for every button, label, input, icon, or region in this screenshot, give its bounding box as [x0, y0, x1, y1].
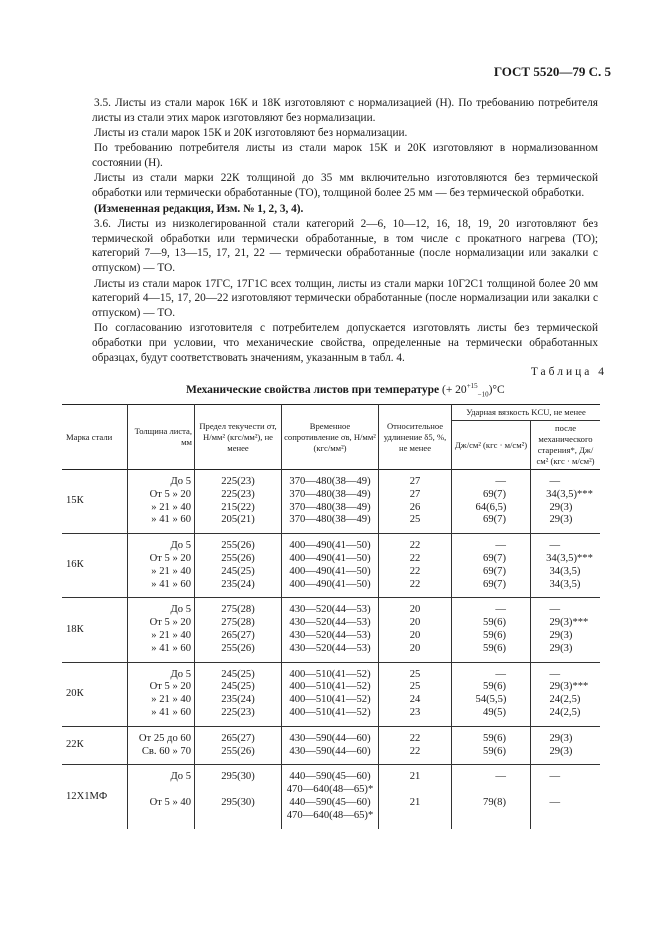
cell-value: От 5 » 20 — [149, 617, 191, 629]
cell-value: Св. 60 » 70 — [141, 745, 191, 757]
cell-line — [455, 604, 527, 617]
cell-line — [455, 579, 527, 592]
cell-line — [534, 746, 597, 759]
table-row — [62, 765, 600, 829]
cell-value: — — [549, 668, 561, 680]
cell-kcu-aged — [531, 726, 601, 765]
cell-value: 24(2,5) — [549, 706, 581, 718]
cell-value: 255(26) — [221, 552, 255, 564]
cell-value: 22 — [409, 565, 421, 577]
cell-value: 22 — [409, 540, 421, 552]
cell-kcu-aged — [531, 765, 601, 829]
cell-thickness — [128, 662, 195, 726]
cell-value: 255(26) — [221, 642, 255, 654]
cell-value: От 5 » 20 — [149, 552, 191, 564]
cell-grade: 12Х1МФ — [62, 765, 128, 829]
paragraph: По согласованию изготовителя с потребителем допускается изготовлять листы без термической обработки при условии, что механические свойства, определенные на термически обработанных образцах, будут соответствовать значениям, указанным в табл. 4. — [92, 322, 598, 365]
cell-value: 34(3,5) — [549, 565, 581, 577]
cell-value: 205(21) — [221, 514, 255, 526]
cell-value: 225(23) — [221, 476, 255, 487]
cell-elongation — [379, 726, 452, 765]
cell-line — [455, 553, 527, 566]
cell-line — [455, 476, 527, 489]
cell-line — [455, 502, 527, 515]
cell-line — [455, 489, 527, 502]
cell-value: 225(23) — [221, 488, 255, 500]
table-row — [62, 662, 600, 726]
cell-value: 430—520(44—53) — [289, 617, 371, 629]
cell-value: » 21 » 40 — [151, 694, 191, 706]
cell-elongation — [379, 470, 452, 534]
cell-value: 265(27) — [221, 629, 255, 641]
cell-value: — — [549, 604, 561, 616]
cell-value: 79(8) — [483, 796, 506, 808]
cell-value: 29(3)*** — [549, 617, 589, 629]
cell-value: » 21 » 40 — [151, 501, 191, 513]
cell-kcu — [452, 534, 531, 598]
cell-value: 49(5) — [483, 706, 506, 718]
cell-line — [534, 733, 597, 746]
cell-value: 59(6) — [483, 745, 506, 757]
cell-tensile — [282, 470, 379, 534]
cell-yield — [195, 470, 282, 534]
cell-elongation — [379, 598, 452, 662]
cell-value: 275(28) — [221, 617, 255, 629]
cell-value: 29(3) — [549, 745, 573, 757]
cell-value: 440—590(45—60) — [289, 771, 371, 783]
cell-value: » 41 » 60 — [151, 706, 191, 718]
cell-line — [534, 681, 597, 694]
cell-kcu — [452, 662, 531, 726]
cell-kcu-aged — [531, 598, 601, 662]
cell-value: 255(26) — [221, 745, 255, 757]
cell-thickness — [128, 765, 195, 829]
cell-line — [534, 707, 597, 720]
cell-value: — — [495, 668, 506, 680]
cell-value: 34(3,5)*** — [546, 488, 593, 500]
cell-value: 400—510(41—52) — [289, 681, 371, 693]
cell-value: 440—590(45—60) — [289, 796, 371, 808]
cell-value: 245(25) — [221, 681, 255, 693]
cell-value: 29(3) — [549, 501, 573, 513]
cell-value: — — [495, 540, 506, 552]
paragraph: 3.6. Листы из низколегированной стали категорий 2—6, 10—12, 16, 18, 19, 20 изготовляют без термической обработки или термически обработанные, в том числе с прокатного нагрева (ТО); категорий 7—9, 13—15, 17, 21, 22 — термически обработанные (после нормализации или закалки с отпуском) — ТО. — [92, 217, 598, 275]
cell-kcu — [452, 598, 531, 662]
cell-line — [455, 810, 527, 823]
cell-value: 235(24) — [221, 578, 255, 590]
cell-value: 400—490(41—50) — [289, 552, 371, 564]
cell-value: 20 — [409, 604, 421, 616]
cell-yield — [195, 534, 282, 598]
cell-grade: 15К — [62, 470, 128, 534]
cell-grade: 18К — [62, 598, 128, 662]
cell-value: 34(3,5)*** — [546, 552, 593, 564]
cell-line — [534, 810, 597, 823]
cell-line — [534, 694, 597, 707]
cell-grade: 22К — [62, 726, 128, 765]
cell-value: 470—640(48—65)* — [286, 784, 374, 796]
cell-yield — [195, 765, 282, 829]
cell-value: 25 — [409, 668, 421, 680]
cell-value: 400—510(41—52) — [289, 694, 371, 706]
cell-value — [198, 810, 278, 823]
cell-value: 20 — [409, 617, 421, 629]
cell-value: 265(27) — [221, 732, 255, 744]
cell-value: 69(7) — [483, 514, 506, 526]
cell-value: От 5 » 20 — [149, 681, 191, 693]
cell-line — [534, 489, 597, 502]
cell-line — [534, 566, 597, 579]
amendment-note: (Измененная редакция, Изм. № 1, 2, 3, 4). — [94, 202, 304, 215]
cell-tensile — [282, 726, 379, 765]
cell-value: От 5 » 40 — [149, 796, 191, 808]
table-row — [62, 726, 600, 765]
cell-value: 24(2,5) — [549, 694, 581, 706]
cell-value: 20 — [409, 629, 421, 641]
cell-value: — — [549, 476, 561, 487]
cell-value: — — [495, 604, 506, 616]
cell-value: 22 — [409, 578, 421, 590]
cell-value: — — [549, 771, 561, 783]
page-header: ГОСТ 5520—79 С. 5 — [493, 64, 611, 79]
body-text — [92, 96, 598, 366]
cell-thickness — [128, 598, 195, 662]
cell-value: 430—520(44—53) — [289, 629, 371, 641]
paragraph: Листы из стали марок 15К и 20К изготовляют без нормализации. — [94, 127, 408, 140]
cell-value: 370—480(38—49) — [289, 501, 371, 513]
cell-line — [455, 746, 527, 759]
cell-line — [455, 784, 527, 797]
table-body — [62, 470, 600, 829]
cell-value: 430—520(44—53) — [289, 642, 371, 654]
cell-line — [534, 669, 597, 682]
cell-grade: 20К — [62, 662, 128, 726]
cell-value: 69(7) — [483, 565, 506, 577]
cell-value: 59(6) — [483, 732, 506, 744]
cell-thickness — [128, 470, 195, 534]
cell-value: До 5 — [170, 668, 191, 680]
cell-line — [455, 566, 527, 579]
cell-thickness — [128, 726, 195, 765]
cell-line — [455, 797, 527, 810]
cell-value: 25 — [409, 681, 421, 693]
col-header-yield: Предел текучести σт, Н/мм² (кгс/мм²), не менее — [195, 405, 282, 470]
cell-value: 225(23) — [221, 706, 255, 718]
cell-line — [534, 553, 597, 566]
cell-line — [455, 733, 527, 746]
cell-value: 29(3) — [549, 514, 573, 526]
cell-value: 22 — [409, 745, 421, 757]
cell-line — [455, 617, 527, 630]
cell-line — [534, 630, 597, 643]
cell-line — [455, 540, 527, 553]
cell-value: 295(30) — [221, 796, 255, 808]
cell-value: 20 — [409, 642, 421, 654]
table-row — [62, 598, 600, 662]
cell-value: 430—590(44—60) — [289, 732, 371, 744]
paragraph: По требованию потребителя листы из стали марок 15К и 20К изготовляют в нормализованном состоянии (Н). — [92, 142, 598, 170]
cell-value: 370—480(38—49) — [289, 476, 371, 487]
cell-elongation — [379, 534, 452, 598]
cell-tensile — [282, 662, 379, 726]
cell-value: 255(26) — [221, 540, 255, 552]
cell-value: 27 — [409, 488, 421, 500]
cell-value: 400—490(41—50) — [289, 578, 371, 590]
cell-value: 59(6) — [483, 629, 506, 641]
cell-value: 21 — [409, 796, 421, 808]
cell-value: — — [549, 796, 561, 808]
col-header-elongation: Относительное удлинение δ5, %, не менее — [379, 405, 452, 470]
cell-value: 275(28) — [221, 604, 255, 616]
cell-line — [455, 771, 527, 784]
cell-value — [382, 784, 448, 797]
cell-kcu — [452, 726, 531, 765]
mechanical-properties-table — [62, 404, 600, 829]
cell-value: 22 — [409, 552, 421, 564]
cell-value — [131, 784, 191, 797]
cell-elongation — [379, 662, 452, 726]
paragraph: Листы из стали марок 17ГС, 17Г1С всех толщин, листы из стали марки 10Г2С1 толщиной более 20 мм категорий 4—15, 17, 20—22 изготовляют термически обработанные (после нормализации или закалки с отпуском) — ТО. — [92, 277, 598, 320]
cell-line — [455, 514, 527, 527]
cell-line — [534, 502, 597, 515]
table-row — [62, 470, 600, 534]
cell-value: » 21 » 40 — [151, 565, 191, 577]
cell-value: 470—640(48—65)* — [286, 809, 374, 821]
cell-value: До 5 — [170, 604, 191, 616]
cell-line — [534, 771, 597, 784]
cell-value: — — [495, 771, 506, 783]
cell-value: » 41 » 60 — [151, 514, 191, 526]
col-header-tensile: Временное сопротивление σв, Н/мм² (кгс/мм²) — [282, 405, 379, 470]
cell-elongation — [379, 765, 452, 829]
cell-value: До 5 — [170, 771, 191, 783]
cell-value — [131, 810, 191, 823]
cell-line — [534, 784, 597, 797]
cell-yield — [195, 598, 282, 662]
cell-value: » 41 » 60 — [151, 642, 191, 654]
cell-value: 59(6) — [483, 617, 506, 629]
cell-value — [198, 784, 278, 797]
cell-value: 69(7) — [483, 488, 506, 500]
cell-value: » 41 » 60 — [151, 578, 191, 590]
cell-tensile — [282, 598, 379, 662]
cell-line — [455, 669, 527, 682]
cell-line — [534, 579, 597, 592]
col-header-thickness: Толщина листа, мм — [128, 405, 195, 470]
cell-value: 26 — [409, 501, 421, 513]
table-caption-text: Механические свойства листов при температуре — [186, 383, 440, 396]
cell-value: 215(22) — [221, 501, 255, 513]
cell-kcu — [452, 470, 531, 534]
cell-line — [534, 476, 597, 489]
cell-value: 245(25) — [221, 565, 255, 577]
cell-value: 245(25) — [221, 668, 255, 680]
cell-tensile — [282, 765, 379, 829]
cell-thickness — [128, 534, 195, 598]
cell-value: 69(7) — [483, 578, 506, 590]
cell-value: 27 — [409, 476, 421, 487]
col-header-kcu-aged: после механического старения*, Дж/см² (кгс · м/см²) — [531, 421, 601, 470]
cell-kcu-aged — [531, 662, 601, 726]
cell-kcu-aged — [531, 470, 601, 534]
cell-line — [534, 540, 597, 553]
cell-value: » 21 » 40 — [151, 629, 191, 641]
cell-value: 29(3) — [549, 732, 573, 744]
cell-kcu — [452, 765, 531, 829]
cell-value: 400—510(41—52) — [289, 706, 371, 718]
table-row — [62, 534, 600, 598]
col-header-kcu: Дж/см² (кгс · м/см²) — [452, 421, 531, 470]
cell-value: 370—480(38—49) — [289, 514, 371, 526]
cell-yield — [195, 662, 282, 726]
cell-value: 25 — [409, 514, 421, 526]
cell-value: 400—490(41—50) — [289, 565, 371, 577]
cell-value: 235(24) — [221, 694, 255, 706]
cell-value: 370—480(38—49) — [289, 488, 371, 500]
paragraph: 3.5. Листы из стали марок 16К и 18К изготовляют с нормализацией (Н). По требованию потребителя листы из стали этих марок изготовляют без нормализации. — [92, 97, 598, 124]
cell-line — [455, 707, 527, 720]
cell-value: 64(6,5) — [475, 501, 507, 513]
cell-value: 54(5,5) — [475, 694, 507, 706]
table-number: Таблица 4 — [530, 366, 607, 378]
cell-value: — — [549, 540, 561, 552]
paragraph: Листы из стали марки 22К толщиной до 35 мм включительно изготовляются без термической обработки или термически обработанные (ТО), толщиной более 25 мм — без термической обработки. — [92, 172, 598, 200]
cell-value: 430—520(44—53) — [289, 604, 371, 616]
cell-line — [534, 643, 597, 656]
cell-value — [382, 810, 448, 823]
cell-value: 34(3,5) — [549, 578, 581, 590]
cell-value: — — [495, 476, 506, 487]
cell-value: 21 — [409, 771, 421, 783]
table-caption-temperature: (+ $20^{+15}_{-10})^\circ C$ — [441, 382, 505, 399]
cell-value: 69(7) — [483, 552, 506, 564]
cell-value: 59(6) — [483, 642, 506, 654]
cell-line — [534, 617, 597, 630]
cell-grade: 16К — [62, 534, 128, 598]
cell-kcu-aged — [531, 534, 601, 598]
cell-value: 29(3) — [549, 629, 573, 641]
cell-value: От 5 » 20 — [149, 488, 191, 500]
cell-value: 400—490(41—50) — [289, 540, 371, 552]
cell-value: 29(3) — [549, 642, 573, 654]
cell-line — [455, 643, 527, 656]
cell-value: 59(6) — [483, 681, 506, 693]
cell-value: 22 — [409, 732, 421, 744]
cell-value: 295(30) — [221, 771, 255, 783]
cell-line — [534, 797, 597, 810]
cell-value: 430—590(44—60) — [289, 745, 371, 757]
cell-line — [455, 681, 527, 694]
cell-value: 29(3)*** — [549, 681, 589, 693]
cell-line — [534, 514, 597, 527]
cell-line — [534, 604, 597, 617]
cell-value: От 25 до 60 — [138, 732, 191, 744]
cell-line — [455, 630, 527, 643]
table-caption — [186, 382, 505, 398]
cell-tensile — [282, 534, 379, 598]
col-header-grade: Марка стали — [62, 405, 128, 470]
cell-value: До 5 — [170, 476, 191, 487]
cell-value: 23 — [409, 706, 421, 718]
cell-value: До 5 — [170, 540, 191, 552]
col-header-kcu-group: Ударная вязкость KCU, не менее — [452, 405, 601, 421]
cell-yield — [195, 726, 282, 765]
cell-line — [455, 694, 527, 707]
cell-value: 400—510(41—52) — [289, 668, 371, 680]
cell-value: 24 — [409, 694, 421, 706]
